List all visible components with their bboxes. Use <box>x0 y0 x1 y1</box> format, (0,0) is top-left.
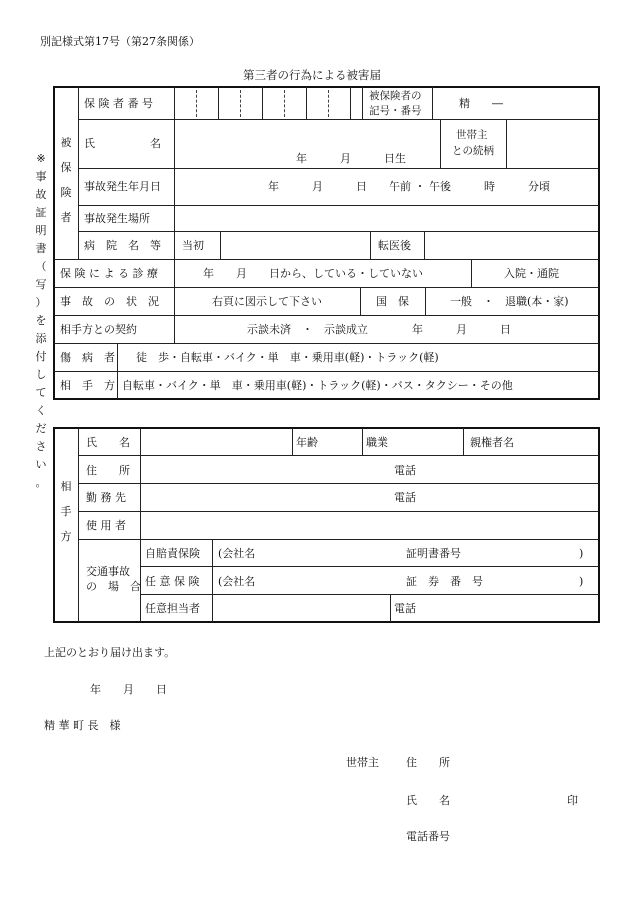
accident-date-value: 年 月 日 午前 ・ 午後 時 分頃 <box>268 180 550 193</box>
traffic-accident-label-1: 交通事故 <box>86 565 130 578</box>
injured-label: 傷 病 者 <box>60 351 115 364</box>
seal-mark: 印 <box>567 794 578 807</box>
side-note-char: し <box>35 368 47 381</box>
head-relation-label-2: との続柄 <box>452 145 494 157</box>
side-note-char: い <box>35 458 47 471</box>
insured-symbol-label-1: 被保険者の <box>369 90 422 102</box>
injured-value: 徒 歩・自転車・バイク・単 車・乗用車(軽)・トラック(軽) <box>136 351 439 364</box>
opp-workplace-phone-label: 電話 <box>394 491 416 504</box>
birth-date: 年 月 日生 <box>296 152 406 165</box>
name-label: 氏 名 <box>84 137 161 150</box>
householder-address-label: 住 所 <box>406 756 450 769</box>
householder-phone-label: 電話番号 <box>406 830 450 843</box>
side-note-char: ） <box>35 296 47 309</box>
side-note-char: を <box>35 314 47 327</box>
insured-group-char: 険 <box>60 186 72 199</box>
opp-address-label: 住 所 <box>86 464 130 477</box>
insured-symbol-label-2: 記号・番号 <box>369 105 422 117</box>
insured-group-char: 被 <box>60 136 72 149</box>
treatment-dates: 年 月 日から、している・していない <box>203 267 423 280</box>
householder-name-label: 氏 名 <box>406 794 450 807</box>
vol-cert-label: 証 券 番 号 <box>406 575 483 588</box>
cmpl-insurance-label: 自賠責保険 <box>145 547 200 560</box>
treatment-type: 入院・通院 <box>504 267 559 280</box>
side-note-char: 写 <box>35 278 47 291</box>
kokuho-label: 国 保 <box>376 295 409 308</box>
cmpl-paren-close: ) <box>579 547 584 560</box>
insured-group-label <box>59 130 73 230</box>
situation-label: 事 故 の 状 況 <box>60 295 159 308</box>
opp-guardian-label: 親権者名 <box>470 436 514 449</box>
side-note-char: 故 <box>35 188 47 201</box>
opponent-group-label <box>59 474 73 549</box>
addressee: 精 華 町 長 様 <box>44 719 121 732</box>
side-note-char: （ <box>35 260 47 273</box>
insured-symbol-value: 精 ― <box>459 97 503 110</box>
vol-insurance-label: 任 意 保 険 <box>145 575 200 588</box>
side-note-char: 書 <box>35 242 47 255</box>
hospital-transfer: 転医後 <box>378 239 411 252</box>
agent-phone-label: 電話 <box>394 602 416 615</box>
submission-date: 年 月 日 <box>90 683 167 696</box>
side-note-char: だ <box>35 422 47 435</box>
opponent-group-char: 手 <box>60 505 72 518</box>
hospital-initial: 当初 <box>182 239 204 252</box>
side-note-char: 事 <box>35 170 47 183</box>
hospital-label: 病 院 名 等 <box>84 239 161 252</box>
accident-date-label: 事故発生年月日 <box>84 180 161 193</box>
side-note-char: 証 <box>35 206 47 219</box>
opp-phone-label: 電話 <box>394 464 416 477</box>
vol-company-label: (会社名 <box>218 575 256 588</box>
opponent-vehicle-label: 相 手 方 <box>60 379 115 392</box>
side-note-char: 添 <box>35 332 47 345</box>
side-note-char: 明 <box>35 224 47 237</box>
form-reference: 別記様式第17号（第27条関係） <box>40 35 200 48</box>
side-note-char: さ <box>35 440 47 453</box>
opponent-group-char: 相 <box>60 480 72 493</box>
traffic-accident-label-2: の 場 合 <box>86 580 141 593</box>
side-note-char: 付 <box>35 350 47 363</box>
side-note-char: 。 <box>35 476 47 489</box>
opponent-group-char: 方 <box>60 530 72 543</box>
accident-place-label: 事故発生場所 <box>84 212 150 225</box>
treatment-label: 保 険 に よ る 診 療 <box>60 267 158 280</box>
cmpl-cert-label: 証明書番号 <box>406 547 461 560</box>
opp-age-label: 年齢 <box>296 436 318 449</box>
side-note-char: く <box>35 404 47 417</box>
side-note-char: ※ <box>36 152 46 165</box>
kokuho-value: 一般 ・ 退職(本・家) <box>450 295 569 308</box>
opponent-vehicle-value: 自転車・バイク・単 車・乗用車(軽)・トラック(軽)・バス・タクシー・その他 <box>122 379 513 392</box>
contract-label: 相手方との契約 <box>60 323 137 336</box>
situation-value: 右頁に図示して下さい <box>212 295 322 308</box>
opp-workplace-label: 勤 務 先 <box>86 491 126 504</box>
side-note <box>34 150 48 492</box>
contract-value: 示談未済 ・ 示談成立 年 月 日 <box>247 323 511 336</box>
opp-employer-label: 使 用 者 <box>86 519 126 532</box>
cmpl-company-label: (会社名 <box>218 547 256 560</box>
agent-label: 任意担当者 <box>145 602 200 615</box>
insurer-number-label: 保 険 者 番 号 <box>84 97 153 110</box>
householder-label: 世帯主 <box>346 756 379 769</box>
page-title: 第三者の行為による被害届 <box>243 68 381 82</box>
submission-statement: 上記のとおり届け出ます。 <box>44 646 176 659</box>
vol-paren-close: ) <box>579 575 584 588</box>
opp-job-label: 職業 <box>366 436 388 449</box>
head-relation-label-1: 世帯主 <box>456 129 488 141</box>
opp-name-label: 氏 名 <box>86 436 130 449</box>
insured-group-char: 者 <box>60 211 72 224</box>
insured-group-char: 保 <box>60 161 72 174</box>
side-note-char: て <box>35 386 47 399</box>
